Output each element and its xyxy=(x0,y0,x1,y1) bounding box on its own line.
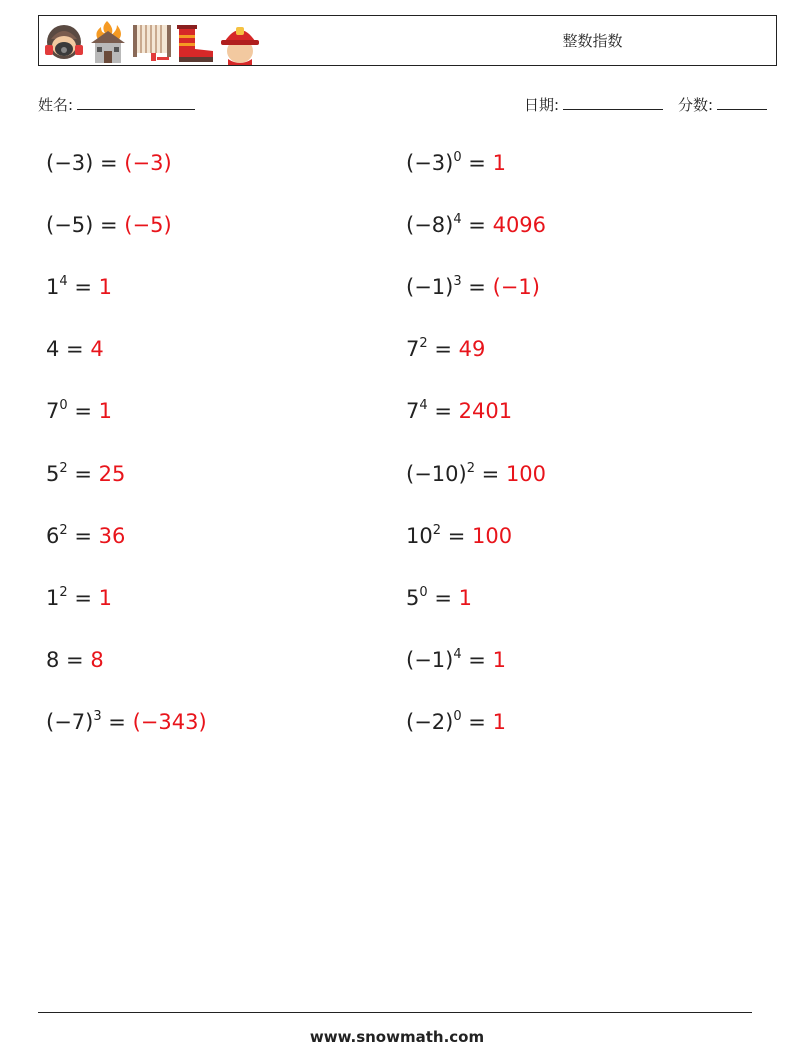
problem-base: 6 xyxy=(46,523,60,548)
equals-sign: = xyxy=(59,337,91,362)
problem-base: 7 xyxy=(406,337,420,362)
problem-item xyxy=(406,707,506,737)
equals-sign: = xyxy=(67,399,99,424)
equals-sign: = xyxy=(93,151,125,175)
problem-item xyxy=(406,148,506,178)
problem-base: (−7) xyxy=(46,709,94,734)
equals-sign: = xyxy=(461,709,493,734)
problem-item xyxy=(46,521,125,551)
problem-base: (−3) xyxy=(46,151,94,175)
problem-exponent: 2 xyxy=(59,522,68,538)
problem-base: 5 xyxy=(406,585,420,610)
problem-base: (−1) xyxy=(406,275,454,300)
footer-url: www.snowmath.com xyxy=(309,1028,485,1046)
name-label: 姓名: xyxy=(38,96,74,114)
problem-base: 5 xyxy=(46,461,60,486)
equals-sign: = xyxy=(461,275,493,300)
problem-exponent: 2 xyxy=(59,584,68,600)
problem-answer: 1 xyxy=(492,647,506,672)
burning-house-icon xyxy=(87,19,129,65)
name-field[interactable] xyxy=(38,94,195,115)
problem-answer: 4 xyxy=(90,337,104,362)
problem-base: 7 xyxy=(406,399,420,424)
equals-sign: = xyxy=(461,213,493,238)
equals-sign: = xyxy=(461,647,493,672)
problem-exponent: 0 xyxy=(419,584,428,600)
problem-exponent: 0 xyxy=(59,398,68,414)
problem-exponent: 0 xyxy=(453,708,462,724)
problem-answer: (−5) xyxy=(124,213,172,238)
problem-exponent: 2 xyxy=(59,460,68,476)
equals-sign: = xyxy=(461,151,493,175)
firefighter-helmet-icon xyxy=(219,19,261,65)
problem-exponent: 4 xyxy=(59,274,68,290)
score-label: 分数: xyxy=(678,96,714,114)
problem-item xyxy=(46,272,112,302)
problem-item xyxy=(406,396,512,426)
problem-answer: 1 xyxy=(492,709,506,734)
problem-item xyxy=(406,459,546,489)
problem-base: (−10) xyxy=(406,461,467,486)
equals-sign: = xyxy=(67,585,99,610)
problem-item xyxy=(46,707,207,737)
header-icons xyxy=(43,19,261,65)
problem-item xyxy=(406,645,506,675)
problem-base: (−2) xyxy=(406,709,454,734)
problem-item xyxy=(406,521,512,551)
problem-base: (−3) xyxy=(406,151,454,175)
problem-item xyxy=(46,334,104,364)
problem-answer: 36 xyxy=(98,523,126,548)
problem-exponent: 4 xyxy=(453,212,462,228)
problem-answer: 1 xyxy=(458,585,472,610)
problem-base: 1 xyxy=(46,275,60,300)
problem-answer: 1 xyxy=(98,275,112,300)
date-label: 日期: xyxy=(524,96,560,114)
problem-exponent: 2 xyxy=(432,522,442,538)
problem-item xyxy=(46,396,112,426)
problem-answer: 100 xyxy=(471,523,513,548)
equals-sign: = xyxy=(93,213,125,238)
problem-item xyxy=(46,459,125,489)
problem-item xyxy=(406,334,485,364)
problem-item xyxy=(406,583,472,613)
problem-exponent: 2 xyxy=(419,336,428,352)
equals-sign: = xyxy=(67,523,99,548)
problem-base: (−5) xyxy=(46,213,94,238)
problem-base: 8 xyxy=(46,647,60,672)
equals-sign: = xyxy=(441,523,472,548)
problem-answer: 25 xyxy=(98,461,126,486)
problem-answer: 8 xyxy=(90,647,104,672)
problem-item xyxy=(46,210,172,240)
equals-sign: = xyxy=(427,585,459,610)
problem-item xyxy=(406,272,540,302)
equals-sign: = xyxy=(101,709,133,734)
equals-sign: = xyxy=(474,461,506,486)
problem-answer: 2401 xyxy=(458,399,513,424)
fire-boot-icon xyxy=(175,19,217,65)
problem-item xyxy=(46,645,104,675)
problem-answer: 1 xyxy=(98,585,112,610)
date-blank[interactable] xyxy=(563,95,663,110)
equals-sign: = xyxy=(427,399,459,424)
equals-sign: = xyxy=(427,337,459,362)
problem-answer: (−343) xyxy=(132,709,207,734)
problem-answer: 1 xyxy=(492,151,506,175)
worksheet-header xyxy=(38,15,777,66)
problem-base: 10 xyxy=(406,523,433,548)
problem-exponent: 4 xyxy=(419,398,428,414)
score-field[interactable] xyxy=(678,94,767,115)
problem-exponent: 3 xyxy=(93,708,102,724)
problem-item xyxy=(46,583,112,613)
equals-sign: = xyxy=(67,275,99,300)
problem-exponent: 0 xyxy=(453,150,462,165)
firefighter-mask-icon xyxy=(43,19,85,65)
problem-base: 1 xyxy=(46,585,60,610)
problem-answer: 100 xyxy=(505,461,547,486)
problem-item xyxy=(46,148,172,178)
problem-answer: 4096 xyxy=(492,213,547,238)
problem-exponent: 4 xyxy=(453,646,462,662)
score-blank[interactable] xyxy=(717,95,767,110)
problem-answer: 49 xyxy=(458,337,486,362)
problem-exponent: 3 xyxy=(453,274,462,290)
problem-base: 7 xyxy=(46,399,60,424)
problem-base: (−8) xyxy=(406,213,454,238)
footer-divider xyxy=(38,1012,752,1013)
equals-sign: = xyxy=(59,647,91,672)
equals-sign: = xyxy=(67,461,99,486)
worksheet-title: 整数指数 xyxy=(562,32,623,50)
problem-answer: (−3) xyxy=(124,151,172,175)
problem-item xyxy=(406,210,546,240)
problem-answer: (−1) xyxy=(492,275,540,300)
date-field[interactable] xyxy=(524,94,663,115)
problem-answer: 1 xyxy=(98,399,112,424)
name-blank[interactable] xyxy=(77,95,195,110)
problem-base: (−1) xyxy=(406,647,454,672)
problem-base: 4 xyxy=(46,337,60,362)
fire-hose-icon xyxy=(131,19,173,65)
problem-exponent: 2 xyxy=(466,460,475,476)
